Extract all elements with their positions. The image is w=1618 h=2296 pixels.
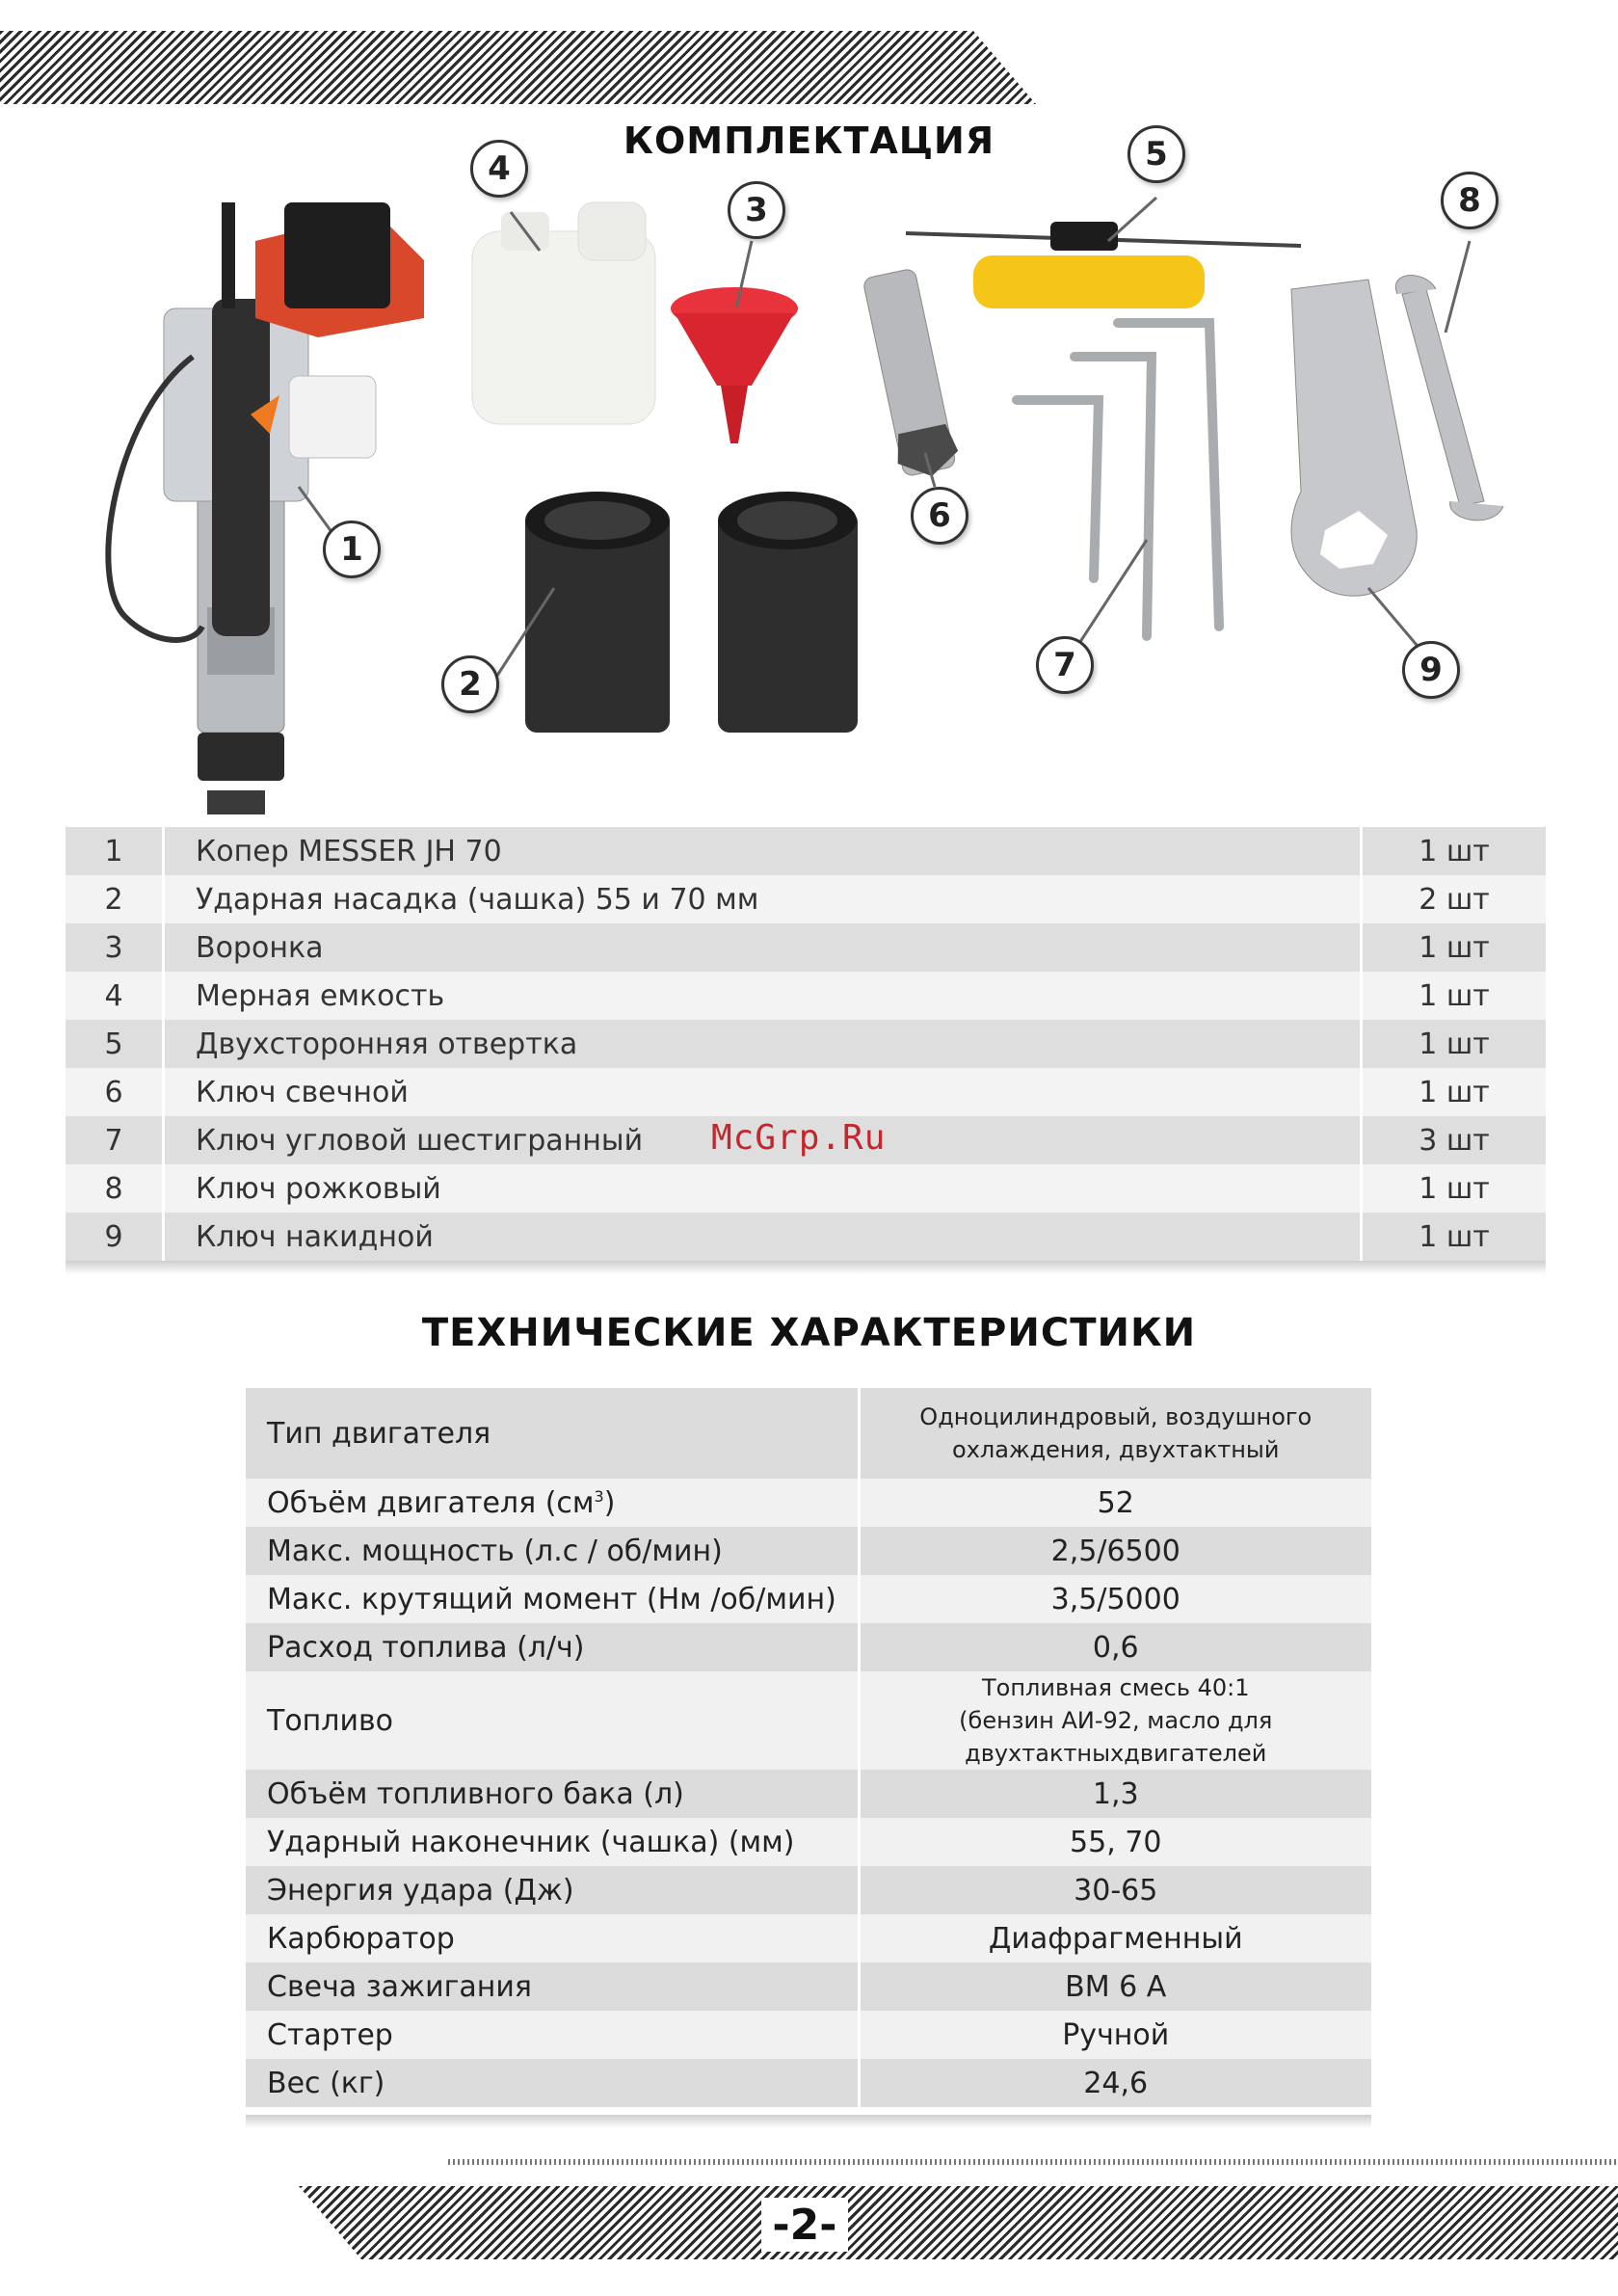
specs-table-shadow (246, 2115, 1371, 2128)
table-row: Ударный наконечник (чашка) (мм) 55, 70 (246, 1818, 1371, 1866)
table-row: 8 Ключ рожковый 1 шт (66, 1164, 1546, 1213)
kit-table (66, 827, 1546, 1261)
table-row: Карбюратор Диафрагменный (246, 1914, 1371, 1962)
kit-table-shadow (66, 1261, 1546, 1274)
table-row: Объём топливного бака (л) 1,3 (246, 1770, 1371, 1818)
screwdriver-image (906, 222, 1301, 308)
callout-8: 8 (1441, 172, 1499, 229)
callout-9: 9 (1402, 641, 1460, 699)
pile-driver-image (108, 202, 424, 814)
table-row: Топливо Топливная смесь 40:1 (бензин АИ-92, масло для двухтактныхдвигателей (246, 1671, 1371, 1770)
table-row: 2 Ударная насадка (чашка) 55 и 70 мм 2 шт (66, 875, 1546, 923)
table-row: Свеча зажигания BM 6 A (246, 1962, 1371, 2011)
callout-2: 2 (441, 655, 499, 713)
table-row: 1 Копер MESSER JH 70 1 шт (66, 827, 1546, 875)
funnel-image (671, 287, 798, 443)
table-row: Макс. крутящий момент (Нм /об/мин) 3,5/5000 (246, 1575, 1371, 1623)
header-hatch-band (0, 31, 1036, 104)
leader-line-9 (1368, 588, 1421, 651)
table-row: 6 Ключ свечной 1 шт (66, 1068, 1546, 1116)
kit-photos (0, 125, 1618, 819)
callout-1: 1 (323, 521, 381, 578)
table-row: Стартер Ручной (246, 2011, 1371, 2059)
footer-dotted-line (448, 2159, 1618, 2165)
ring-wrench-image (1291, 280, 1417, 596)
table-row: 4 Мерная емкость 1 шт (66, 972, 1546, 1020)
hex-keys-image (1017, 323, 1219, 636)
kit-section-title: КОМПЛЕКТАЦИЯ (623, 120, 995, 162)
measuring-canister-image (472, 202, 655, 424)
table-row: 9 Ключ накидной 1 шт (66, 1213, 1546, 1261)
table-row: Тип двигателя Одноцилиндровый, воздушного охлаждения, двухтактный (246, 1388, 1371, 1479)
table-row: 5 Двухсторонняя отвертка 1 шт (66, 1020, 1546, 1068)
callout-6: 6 (911, 487, 968, 545)
callout-7: 7 (1036, 636, 1094, 694)
impact-cups-image (525, 492, 858, 733)
callout-5: 5 (1127, 125, 1185, 183)
table-row: Расход топлива (л/ч) 0,6 (246, 1623, 1371, 1671)
leader-line-7 (1074, 540, 1147, 651)
table-row: Вес (кг) 24,6 (246, 2059, 1371, 2107)
leader-line-5 (1108, 198, 1156, 241)
footer-hatch-band (299, 2186, 1618, 2259)
specs-table (246, 1388, 1371, 2107)
callout-4: 4 (470, 140, 528, 198)
leader-line-8 (1446, 241, 1470, 333)
table-row: Энергия удара (Дж) 30-65 (246, 1866, 1371, 1914)
table-row: Объём двигателя $(см^3)$ 52 (246, 1479, 1371, 1527)
specs-section-title: ТЕХНИЧЕСКИЕ ХАРАКТЕРИСТИКИ (421, 1311, 1197, 1355)
watermark-text: McGrp.Ru (711, 1118, 887, 1158)
kit-items-illustration (0, 125, 1618, 819)
table-row: 3 Воронка 1 шт (66, 923, 1546, 972)
table-row: Макс. мощность (л.с / об/мин) 2,5/6500 (246, 1527, 1371, 1575)
callout-3: 3 (728, 181, 785, 239)
page-number: -2- (761, 2198, 848, 2252)
spark-plug-wrench-image (859, 267, 962, 483)
table-row: 7 Ключ угловой шестигранный 3 шт (66, 1116, 1546, 1164)
